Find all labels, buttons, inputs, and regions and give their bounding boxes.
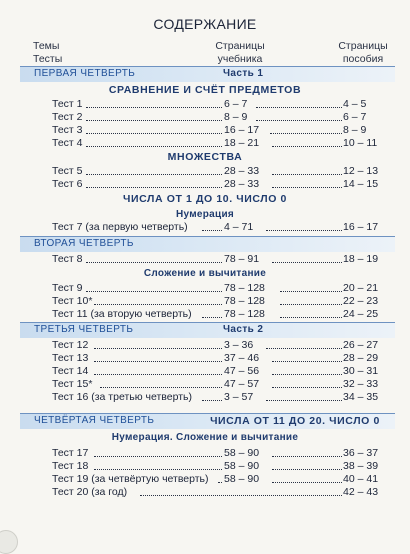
dot-leader [94, 304, 222, 305]
book-pages: 47 – 56 [224, 365, 260, 377]
dot-leader [272, 374, 342, 375]
section-heading: МНОЖЕСТВА [167, 151, 243, 163]
dot-leader [86, 174, 222, 175]
dot-leader [272, 187, 342, 188]
dot-leader [270, 133, 342, 134]
guide-pages: 10 – 11 [343, 137, 378, 149]
toc-row [0, 219, 410, 235]
test-name: Тест 11 (за вторую четверть) [52, 308, 192, 320]
guide-pages: 42 – 43 [343, 486, 379, 498]
subsection-heading: Нумерация [175, 209, 235, 220]
test-name: Тест 9 [52, 282, 83, 294]
section-heading: ЧИСЛА ОТ 1 ДО 10. ЧИСЛО 0 [123, 193, 287, 205]
book-pages: 16 – 17 [224, 124, 260, 136]
test-name: Тест 13 [52, 352, 89, 364]
dot-leader [94, 361, 222, 362]
dot-leader [280, 291, 342, 292]
toc-row [0, 389, 410, 405]
dot-leader [202, 230, 222, 231]
test-name: Тест 5 [52, 165, 83, 177]
test-name: Тест 4 [52, 137, 83, 149]
toc-row [0, 306, 410, 322]
book-pages: 58 – 90 [224, 447, 260, 459]
test-name: Тест 20 (за год) [52, 486, 128, 498]
dot-leader [272, 174, 342, 175]
column-header-guide-line1: Страницы [338, 40, 388, 52]
book-pages: 6 – 7 [224, 98, 248, 110]
book-pages: 78 – 128 [224, 295, 265, 307]
guide-pages: 32 – 33 [343, 378, 379, 390]
dot-leader [94, 456, 222, 457]
test-name: Тест 6 [52, 178, 83, 190]
dot-leader [272, 146, 342, 147]
dot-leader [86, 146, 222, 147]
guide-pages: 6 – 7 [343, 111, 367, 123]
book-pages: 4 – 71 [224, 221, 254, 233]
guide-pages: 24 – 25 [343, 308, 379, 320]
dot-leader [272, 456, 342, 457]
book-pages: 8 – 9 [224, 111, 248, 123]
column-header-book-pages [205, 40, 275, 66]
book-pages: 18 – 21 [224, 137, 260, 149]
dot-leader [272, 469, 342, 470]
column-header-topics-line1: Темы [33, 40, 60, 52]
dot-leader [86, 187, 222, 188]
dot-leader [272, 361, 342, 362]
toc-row [0, 176, 410, 192]
guide-pages: 38 – 39 [343, 460, 379, 472]
quarter-label-1: ПЕРВАЯ ЧЕТВЕРТЬ [34, 68, 136, 79]
book-pages: 78 – 91 [224, 253, 260, 265]
test-name: Тест 19 (за четвёртую четверть) [52, 473, 209, 485]
dot-leader [202, 317, 222, 318]
dot-leader [140, 495, 342, 496]
guide-pages: 26 – 27 [343, 339, 379, 351]
quarter-label-2: ВТОРАЯ ЧЕТВЕРТЬ [34, 238, 134, 249]
book-pages: 78 – 128 [224, 308, 265, 320]
guide-pages: 30 – 31 [343, 365, 379, 377]
guide-pages: 14 – 15 [343, 178, 379, 190]
guide-pages: 4 – 5 [343, 98, 367, 110]
subsection-heading: Сложение и вычитание [143, 268, 267, 279]
quarter-label-4: ЧЕТВЁРТАЯ ЧЕТВЕРТЬ [34, 415, 155, 426]
dot-leader [272, 387, 342, 388]
part-label-2: Часть 2 [223, 324, 264, 335]
dot-leader [272, 262, 342, 263]
section-heading: СРАВНЕНИЕ И СЧЁТ ПРЕДМЕТОВ [108, 84, 302, 96]
book-pages: 58 – 90 [224, 473, 260, 485]
book-pages: 28 – 33 [224, 165, 260, 177]
column-header-topics-line2: Тесты [33, 53, 63, 65]
dot-leader [94, 374, 222, 375]
dot-leader [94, 348, 222, 349]
part-label-1: Часть 1 [223, 68, 264, 79]
guide-pages: 16 – 17 [343, 221, 379, 233]
toc-row [0, 135, 410, 151]
guide-pages: 34 – 35 [343, 391, 379, 403]
dot-leader [256, 107, 342, 108]
test-name: Тест 17 [52, 447, 89, 459]
book-pages: 3 – 36 [224, 339, 254, 351]
book-pages: 3 – 57 [224, 391, 254, 403]
dot-leader [218, 482, 222, 483]
test-name: Тест 14 [52, 365, 89, 377]
quarter-label-3: ТРЕТЬЯ ЧЕТВЕРТЬ [34, 324, 134, 335]
test-name: Тест 12 [52, 339, 89, 351]
test-name: Тест 7 (за первую четверть) [52, 221, 188, 233]
section-heading: ЧИСЛА ОТ 11 ДО 20. ЧИСЛО 0 [210, 415, 380, 427]
dot-leader [256, 120, 342, 121]
guide-pages: 8 – 9 [343, 124, 367, 136]
page-corner-decoration [0, 530, 18, 554]
guide-pages: 12 – 13 [343, 165, 379, 177]
column-header-book-line2: учебника [217, 53, 263, 65]
guide-pages: 22 – 23 [343, 295, 379, 307]
test-name: Тест 8 [52, 253, 83, 265]
guide-pages: 36 – 37 [343, 447, 379, 459]
dot-leader [86, 291, 222, 292]
dot-leader [100, 387, 222, 388]
test-name: Тест 2 [52, 111, 83, 123]
dot-leader [272, 482, 342, 483]
guide-pages: 18 – 19 [343, 253, 379, 265]
dot-leader [86, 262, 222, 263]
toc-row [0, 251, 410, 267]
dot-leader [280, 317, 342, 318]
book-pages: 58 – 90 [224, 460, 260, 472]
test-name: Тест 3 [52, 124, 83, 136]
dot-leader [266, 230, 342, 231]
test-name: Тест 1 [52, 98, 83, 110]
column-header-guide-pages [333, 40, 393, 66]
toc-row [0, 484, 410, 500]
dot-leader [86, 120, 222, 121]
column-header-book-line1: Страницы [215, 40, 265, 52]
guide-pages: 28 – 29 [343, 352, 379, 364]
column-header-topics [33, 40, 62, 66]
dot-leader [280, 304, 342, 305]
book-pages: 47 – 57 [224, 378, 260, 390]
guide-pages: 20 – 21 [343, 282, 379, 294]
test-name: Тест 16 (за третью четверть) [52, 391, 192, 403]
dot-leader [94, 469, 222, 470]
dot-leader [86, 133, 222, 134]
test-name: Тест 10* [52, 295, 93, 307]
guide-pages: 40 – 41 [343, 473, 379, 485]
dot-leader [266, 400, 342, 401]
column-header-guide-line2: пособия [342, 53, 384, 65]
dot-leader [86, 107, 222, 108]
book-pages: 78 – 128 [224, 282, 265, 294]
dot-leader [266, 348, 342, 349]
dot-leader [202, 400, 222, 401]
book-pages: 28 – 33 [224, 178, 260, 190]
test-name: Тест 18 [52, 460, 89, 472]
test-name: Тест 15* [52, 378, 93, 390]
book-pages: 37 – 46 [224, 352, 260, 364]
subsection-heading: Нумерация. Сложение и вычитание [111, 432, 299, 443]
page-title: СОДЕРЖАНИЕ [153, 16, 257, 32]
